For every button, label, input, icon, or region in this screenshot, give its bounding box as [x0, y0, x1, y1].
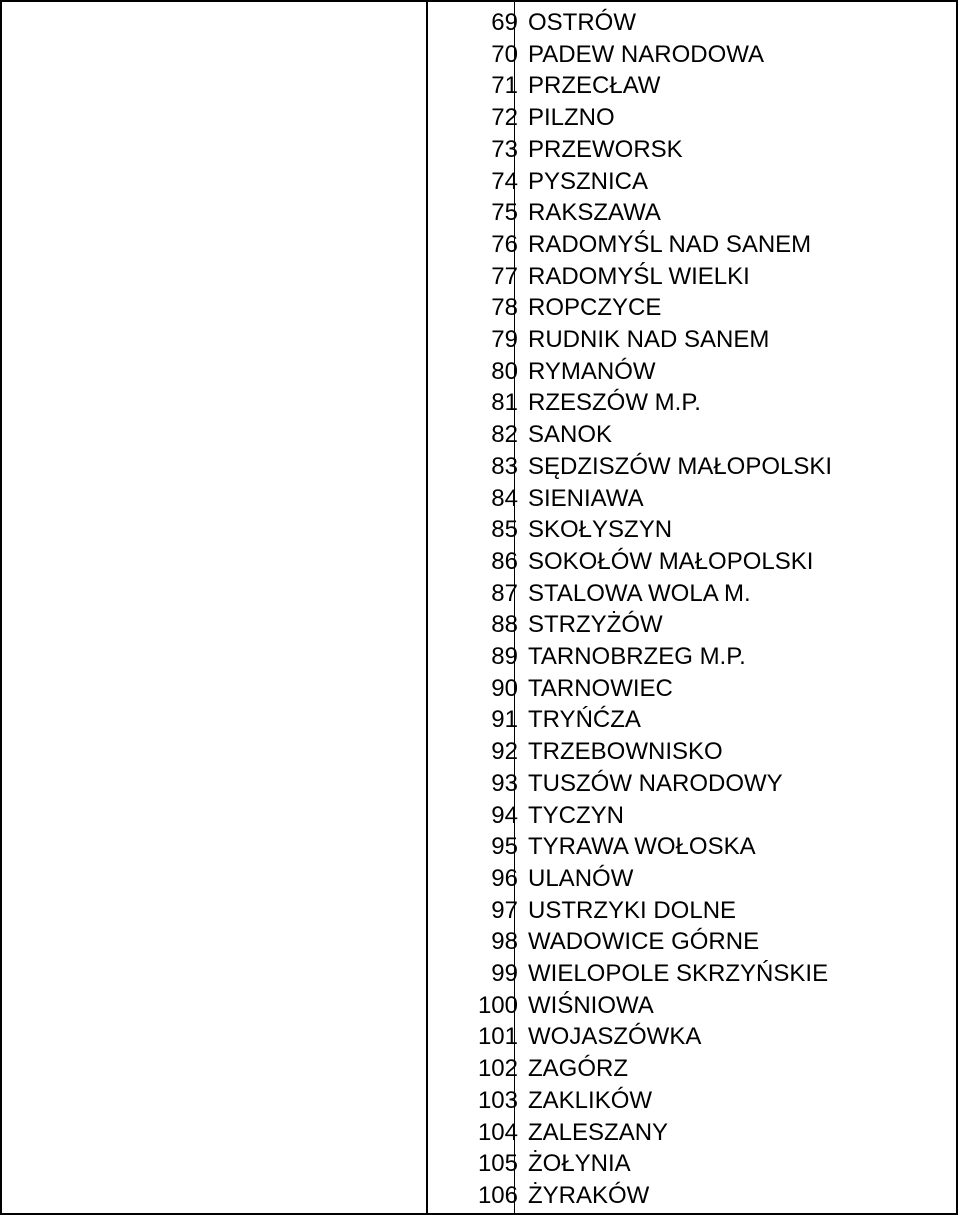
table-row [428, 578, 956, 610]
municipality-name: SOKOŁÓW MAŁOPOLSKI [528, 547, 814, 575]
table-row [428, 324, 956, 356]
row-number: 86 [491, 547, 518, 575]
table-row [428, 261, 956, 293]
row-number: 92 [491, 738, 518, 766]
row-number: 81 [491, 389, 518, 417]
municipality-name: OSTRÓW [528, 9, 636, 36]
row-number: 77 [491, 262, 518, 290]
row-number: 82 [491, 421, 518, 449]
municipality-name: RAKSZAWA [528, 199, 661, 227]
table-row [428, 1085, 956, 1117]
row-number: 78 [491, 294, 518, 322]
table-row [428, 1180, 956, 1212]
municipality-name: ZAKLIKÓW [528, 1086, 653, 1114]
row-number: 71 [491, 72, 518, 100]
municipality-name: RZESZÓW M.P. [528, 389, 701, 417]
row-number: 70 [491, 40, 518, 68]
municipality-name: SANOK [528, 421, 613, 449]
municipality-name: ZALESZANY [528, 1118, 669, 1146]
row-number: 91 [491, 706, 518, 734]
municipality-name: TUSZÓW NARODOWY [528, 769, 783, 797]
table-row [428, 419, 956, 451]
table-row [428, 1148, 956, 1180]
row-number: 102 [477, 1055, 518, 1083]
table-row [428, 736, 956, 768]
municipality-name: SIENIAWA [528, 484, 644, 512]
row-number: 101 [477, 1023, 518, 1051]
municipality-name: PADEW NARODOWA [528, 40, 765, 68]
table-row [428, 229, 956, 261]
empty-left-column [0, 0, 426, 1215]
row-number: 73 [491, 135, 518, 163]
row-number: 76 [491, 230, 518, 258]
row-number: 75 [491, 199, 518, 227]
municipality-name: STALOWA WOLA M. [528, 579, 751, 607]
municipality-name: USTRZYKI DOLNE [528, 896, 737, 924]
table-row [428, 609, 956, 641]
table-row [428, 1021, 956, 1053]
municipality-name: TRZEBOWNISKO [528, 738, 723, 766]
table-row [428, 863, 956, 895]
municipality-name: PRZECŁAW [528, 72, 661, 100]
table-row [428, 39, 956, 71]
municipality-name: TARNOWIEC [528, 674, 673, 702]
table-row [428, 356, 956, 388]
table-row [428, 1053, 956, 1085]
table-row [428, 292, 956, 324]
municipality-name: WIELOPOLE SKRZYŃSKIE [528, 960, 829, 987]
municipality-name: ŻOŁYNIA [528, 1150, 631, 1178]
municipality-name: ROPCZYCE [528, 294, 662, 322]
municipality-name: ZAGÓRZ [528, 1055, 628, 1083]
row-number: 89 [491, 643, 518, 670]
table-row [428, 768, 956, 800]
table-row [428, 387, 956, 419]
row-number: 94 [491, 801, 518, 829]
row-number: 105 [477, 1150, 518, 1178]
table-row [428, 704, 956, 736]
municipality-name: WOJASZÓWKA [528, 1023, 702, 1051]
table-row [428, 134, 956, 166]
row-number: 103 [477, 1086, 518, 1114]
municipality-name: RADOMYŚL NAD SANEM [528, 230, 812, 258]
table-row [428, 197, 956, 229]
row-number: 96 [491, 864, 518, 892]
municipality-name: RUDNIK NAD SANEM [528, 326, 770, 353]
row-number: 85 [491, 516, 518, 544]
table-row [428, 641, 956, 673]
municipality-name: WIŚNIOWA [528, 991, 654, 1019]
municipality-name: TRYŃĆZA [528, 706, 641, 734]
row-number: 83 [491, 452, 518, 480]
municipality-name: ŻYRAKÓW [528, 1181, 650, 1209]
row-number: 100 [477, 991, 518, 1019]
table-row [428, 831, 956, 863]
table-row [428, 546, 956, 578]
row-number: 84 [491, 484, 518, 512]
row-number: 104 [477, 1118, 518, 1146]
table-row [428, 166, 956, 198]
table-row [428, 958, 956, 990]
table-row [428, 673, 956, 705]
municipality-name: TYRAWA WOŁOSKA [528, 833, 756, 861]
municipality-name: WADOWICE GÓRNE [528, 928, 760, 956]
municipality-name: STRZYŻÓW [528, 611, 663, 639]
row-number: 95 [491, 833, 518, 861]
row-number: 88 [491, 611, 518, 639]
table-row [428, 926, 956, 958]
table-row [428, 1117, 956, 1149]
table-row [428, 102, 956, 134]
municipality-name: TARNOBRZEG M.P. [528, 643, 746, 670]
row-number: 69 [491, 9, 518, 36]
municipality-table [426, 0, 958, 1215]
municipality-name: RADOMYŚL WIELKI [528, 262, 750, 290]
municipality-name: TYCZYN [528, 801, 624, 829]
row-number: 93 [491, 769, 518, 797]
table-row [428, 990, 956, 1022]
row-number: 90 [491, 674, 518, 702]
table-row [428, 7, 956, 39]
municipality-name: SĘDZISZÓW MAŁOPOLSKI [528, 452, 833, 480]
row-number: 80 [491, 357, 518, 385]
table-row [428, 514, 956, 546]
row-number: 97 [491, 896, 518, 924]
municipality-name: PILZNO [528, 104, 615, 132]
table-row [428, 800, 956, 832]
row-number: 99 [491, 960, 518, 987]
municipality-name: PRZEWORSK [528, 135, 683, 163]
table-row [428, 895, 956, 927]
table-row [428, 483, 956, 515]
row-number: 79 [491, 326, 518, 353]
row-number: 106 [477, 1181, 518, 1209]
table-row [428, 451, 956, 483]
row-number: 87 [491, 579, 518, 607]
table-row [428, 70, 956, 102]
row-number: 98 [491, 928, 518, 956]
row-number: 72 [491, 104, 518, 132]
municipality-name: SKOŁYSZYN [528, 516, 673, 544]
municipality-name: PYSZNICA [528, 167, 649, 195]
municipality-name: ULANÓW [528, 864, 634, 892]
municipality-name: RYMANÓW [528, 357, 656, 385]
row-number: 74 [491, 167, 518, 195]
